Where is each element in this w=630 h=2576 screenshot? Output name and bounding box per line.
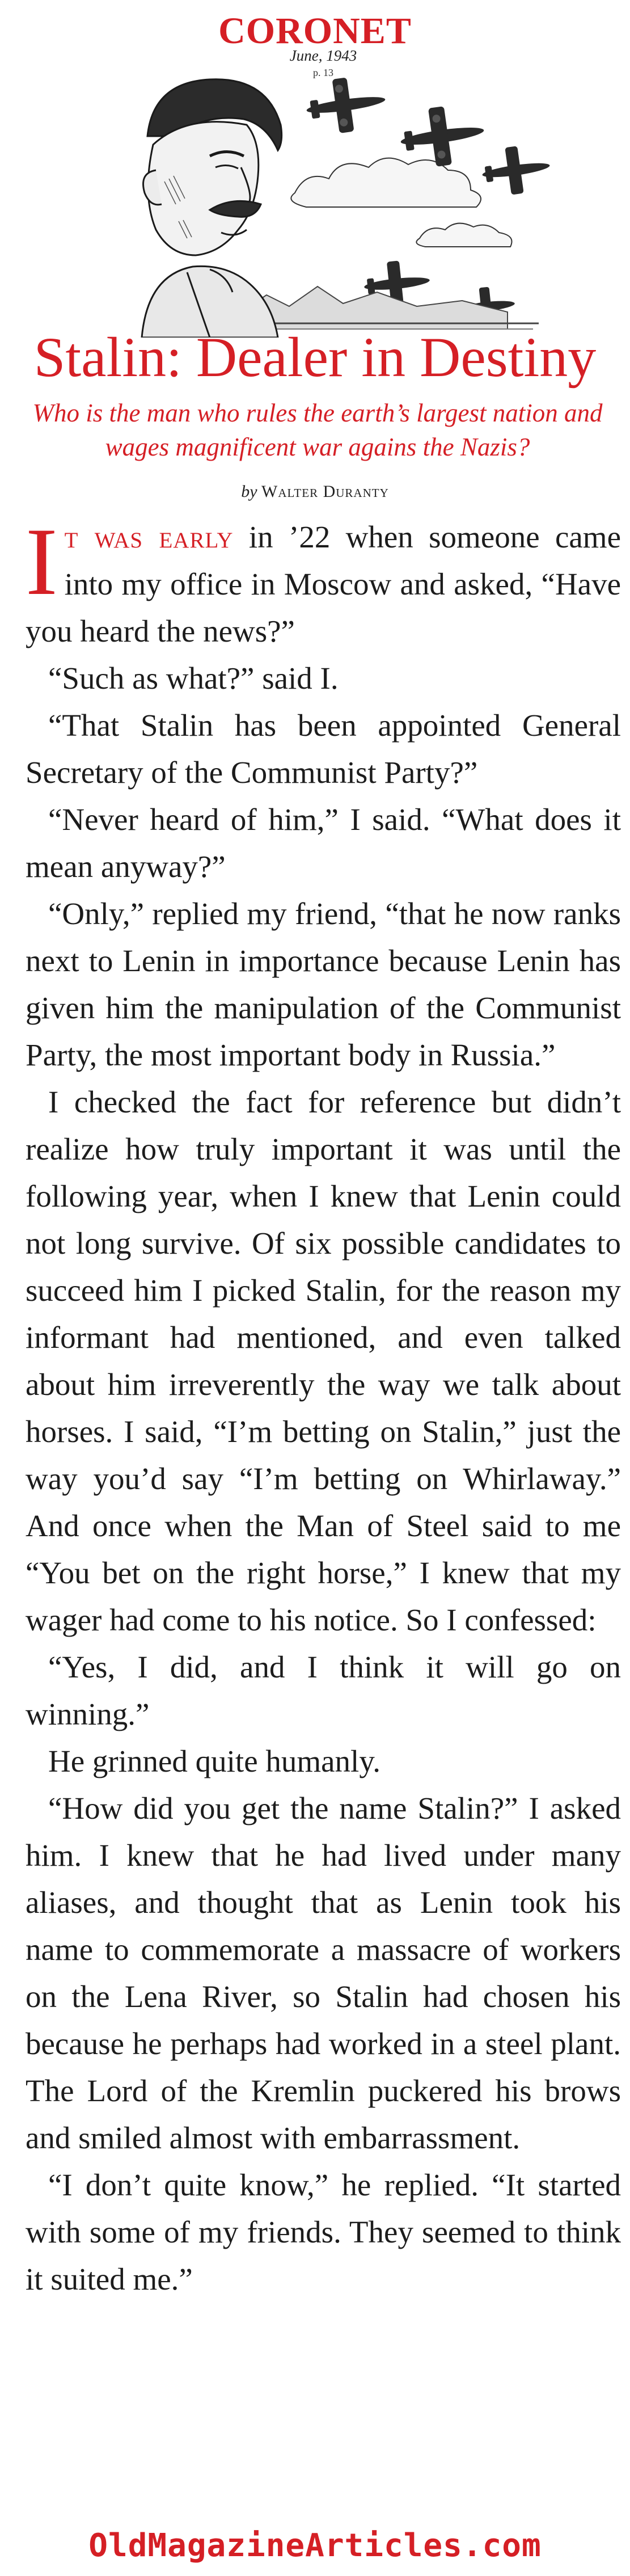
lead-in: t was early <box>64 520 234 554</box>
paragraph-9: “How did you get the name Stalin?” I asked him. I knew that he had lived under many aliases, and thought that as Lenin took his name to commemorate a massacre of workers on the Lena River, so Stalin had chosen his because he perhaps had worked in a steel plant. The Lord of the Kremlin puckered his brows and smiled almost with embarrassment. <box>26 1791 621 2155</box>
paragraph-7: “Yes, I did, and I think it will go on winning.” <box>26 1650 621 1731</box>
article-byline <box>0 482 630 501</box>
magazine-masthead: CORONET <box>218 10 412 52</box>
paragraph-2: “Such as what?” said I. <box>48 661 339 695</box>
drop-cap: I <box>26 508 58 615</box>
paragraph-4: “Never heard of him,” I said. “What does it mean anyway?” <box>26 802 621 884</box>
paragraph-3: “That Stalin has been appointed General Secretary of the Communist Party?” <box>26 708 621 790</box>
issue-date: June, 1943 <box>289 47 357 64</box>
paragraph-1 <box>26 508 621 655</box>
paragraph-10: “I don’t quite know,” he replied. “It started with some of my friends. They seemed to think it suited me.” <box>26 2168 621 2296</box>
paragraph-5: “Only,” replied my friend, “that he now ranks next to Lenin in importance because Lenin has given him the manipulation of the Communist Party, the most important body in Russia.” <box>26 896 621 1072</box>
stalin-portrait-illustration <box>125 51 556 338</box>
paragraph-text: in ’22 when someone came into my office in Moscow and asked, “Have you heard the news?” <box>26 520 621 648</box>
byline-prefix: by <box>241 482 257 501</box>
article-headline: Stalin: Dealer in Destiny <box>33 326 597 389</box>
site-watermark: OldMagazineArticles.com <box>88 2527 542 2564</box>
page-number: p. 13 <box>313 67 333 78</box>
author-name: Walter Duranty <box>261 482 389 501</box>
article-deck: Who is the man who rules the earth’s largest nation and wages magnificent war agains the Nazis? <box>32 399 603 461</box>
paragraph-8: He grinned quite humanly. <box>48 1744 381 1778</box>
paragraph-6: I checked the fact for reference but didn’t realize how truly important it was until the following year, when I knew that Lenin could not long survive. Of six possible candidates to succeed him I picked Stalin, for the reason my informant had mentioned, and even talked about him irreverently the way we talk about horses. I said, “I’m betting on Stalin,” just the way you’d say “I’m betting on Whirlaway.” And once when the Man of Steel said to me “You bet on the right horse,” I knew that my wager had come to his notice. So I confessed: <box>26 1085 621 1637</box>
article-body <box>26 508 621 2303</box>
